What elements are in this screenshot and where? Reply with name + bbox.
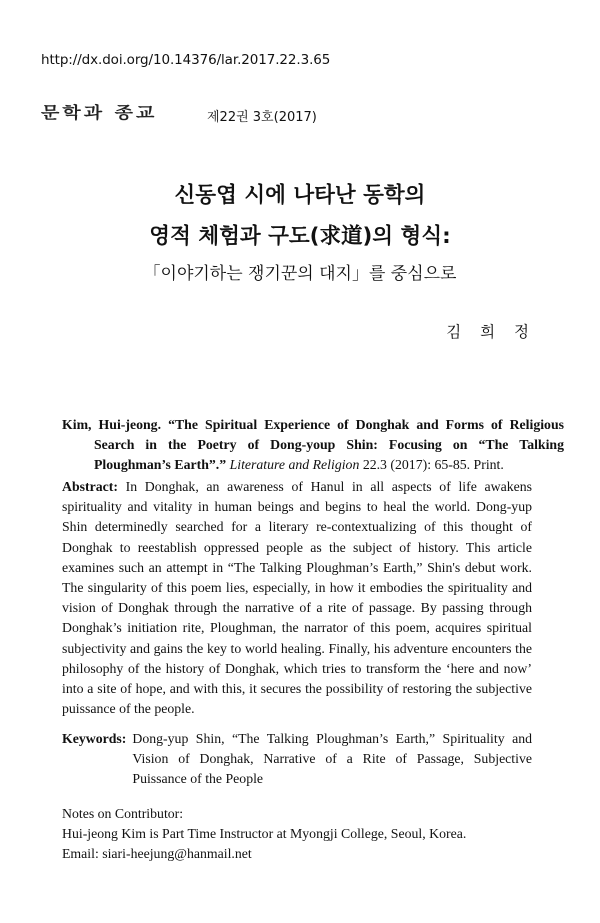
citation-journal: Literature and Religion xyxy=(229,457,360,473)
title-line-2: 영적 체험과 구도(求道)의 형식: xyxy=(149,224,451,249)
abstract-label: Abstract: xyxy=(62,479,118,494)
contributor-notes xyxy=(62,804,532,864)
doi-link[interactable]: http://dx.doi.org/10.14376/lar.2017.22.3.65 xyxy=(41,52,331,68)
issue-info: 제22권 3호(2017) xyxy=(207,110,317,125)
contributor-email[interactable]: Email: siari-heejung@hanmail.net xyxy=(62,846,252,861)
keywords-text: Dong-yup Shin, “The Talking Ploughman’s Earth,” Spirituality and Vision of Donghak, Narrative of a Rite of Passage, Subjective Puissance of the People xyxy=(132,731,532,787)
title-line-1: 신동엽 시에 나타난 동학의 xyxy=(174,183,426,208)
subtitle: 「이야기하는 쟁기꾼의 대지」를 중심으로 xyxy=(143,264,457,284)
citation-details: 22.3 (2017): 65-85. Print. xyxy=(362,457,504,473)
keywords xyxy=(62,729,532,790)
citation xyxy=(62,415,564,476)
contributor-bio: Hui-jeong Kim is Part Time Instructor at Myongji College, Seoul, Korea. xyxy=(62,826,467,841)
citation-title: “The Spiritual Experience of Donghak and Forms of Religious Search in the Poetry of Dong-youp Shin: Focusing on “The Talking Ploughman’s Earth”.” xyxy=(94,417,564,473)
abstract xyxy=(62,477,532,719)
abstract-text: In Donghak, an awareness of Hanul in all aspects of life awakens spirituality and vitality in human beings and begins to heal the world. Dong-yup Shin determinedly searched for a literary re-contextualizing of this thought of Donghak to reestablish oppressed people as the subject of history. This article examines such an attempt in “The Talking Ploughman’s Earth,” Shin's debut work. The singularity of this poem lies, especially, in how it embodies the spirituality and vision of Donghak through the narrative of a rite of passage. By passing through Donghak’s initiation rite, Ploughman, the narrator of this poem, acquires spiritual subjectivity and gains the key to world healing. Finally, his adventure encounters the philosophy of the history of Donghak, which tries to transform the ‘here and now’ into a site of hope, and with this, it secures the possibility of restoring the subjective puissance of the people. xyxy=(62,479,532,717)
author-name: 김 희 정 xyxy=(446,323,536,341)
journal-logo: 문학과 종교 xyxy=(41,103,158,123)
citation-author: Kim, Hui-jeong. xyxy=(62,417,162,432)
notes-heading: Notes on Contributor: xyxy=(62,806,184,821)
keywords-label: Keywords: xyxy=(62,731,127,746)
